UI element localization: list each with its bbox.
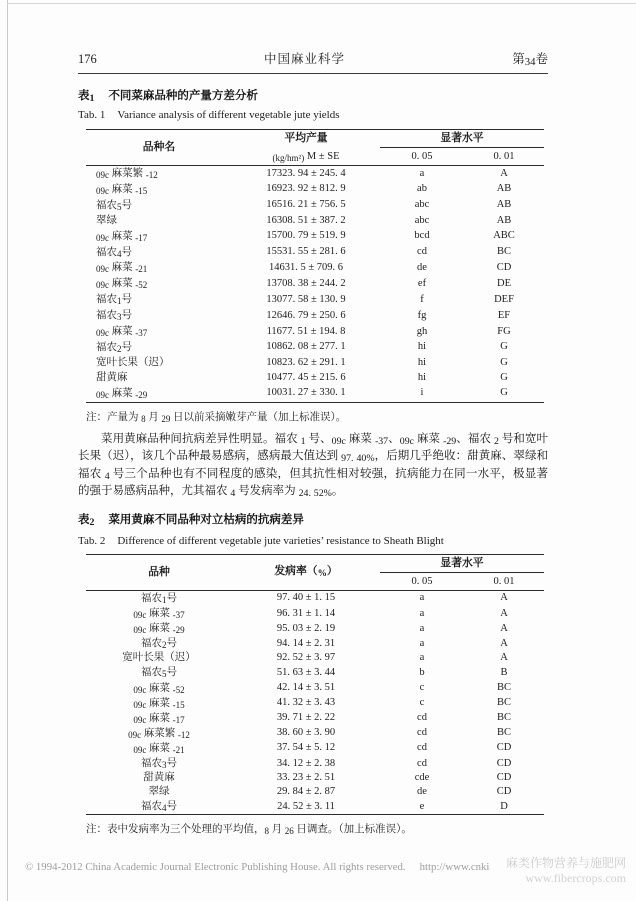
sig005-cell: ab: [417, 183, 427, 195]
sig001-cell: AB: [496, 214, 512, 226]
rate-cell: 37. 54 ± 5. 12: [276, 742, 336, 754]
table1-header: [86, 130, 544, 166]
sig005-cell: bcd: [414, 230, 430, 242]
sig001-cell: CD: [496, 757, 512, 769]
sig005-cell: b: [419, 666, 425, 678]
table1-caption-zh: [78, 87, 548, 103]
table-row: [86, 621, 544, 636]
sig005-cell: hi: [417, 356, 427, 368]
table-row: [86, 292, 544, 308]
table1-caption-zh-label: 表1: [78, 90, 95, 104]
table-row: [86, 741, 544, 756]
variety-cell: 翠绿: [96, 214, 117, 226]
table-row: [86, 324, 544, 340]
table-row: [86, 785, 544, 799]
yield-cell: 12646. 79 ± 250. 6: [266, 309, 346, 321]
table-row: [86, 590, 544, 606]
sig001-cell: DEF: [494, 293, 514, 305]
yield-cell: 15531. 55 ± 281. 6: [266, 246, 346, 258]
variety-cell: 09c 麻菜 -37: [133, 608, 185, 621]
sig005-cell: ef: [417, 277, 427, 289]
sig001-cell: BC: [496, 246, 511, 258]
variety-cell: 09c 麻菜 -15: [133, 697, 185, 710]
yield-cell: 10823. 62 ± 291. 1: [266, 356, 346, 368]
sig001-cell: A: [500, 592, 508, 604]
variety-cell: 宽叶长果（迟）: [96, 356, 170, 368]
table2-caption-en-title: Difference of different vegetable jute varieties’ resistance to Sheath Blight: [117, 534, 444, 547]
variety-cell: 福农3号: [140, 758, 177, 770]
variety-cell: 翠绿: [148, 786, 170, 798]
table1-variance-analysis: [86, 129, 544, 403]
sig001-cell: A: [500, 622, 508, 634]
sig001-cell: A: [500, 167, 508, 179]
sig001-cell: G: [500, 356, 508, 368]
sig001-cell: A: [500, 652, 508, 664]
table-row: [86, 696, 544, 711]
variety-cell: 福农3号: [96, 310, 133, 323]
sig005-cell: abc: [414, 214, 430, 226]
sig001-cell: A: [500, 637, 508, 649]
table1-caption-en-title: Variance analysis of different vegetable jute yields: [117, 109, 340, 121]
sig001-cell: BC: [496, 712, 511, 724]
sig005-cell: abc: [414, 199, 430, 211]
rate-cell: 96. 31 ± 1. 14: [276, 607, 336, 619]
sig005-cell: cd: [417, 757, 427, 769]
footer-url: http://www.cnki: [419, 861, 490, 873]
table2-caption-en-label: Tab. 2: [78, 534, 106, 547]
table1-body: [86, 166, 544, 403]
table2-caption-zh: [78, 511, 548, 527]
variety-cell: 09c 麻菜 -52: [96, 278, 148, 291]
sig001-cell: BC: [496, 697, 511, 709]
table1-col-p005: 0. 05: [411, 151, 433, 162]
variety-cell: 09c 麻菜 -17: [133, 712, 185, 725]
sig005-cell: a: [419, 167, 425, 179]
variety-cell: 福农5号: [140, 667, 177, 680]
sig001-cell: BC: [496, 682, 511, 694]
yield-cell: 16308. 51 ± 387. 2: [266, 214, 346, 226]
sig005-cell: c: [419, 682, 425, 694]
body-paragraph: 菜用黄麻品种间抗病差异性明显。福农 1 号、09c 麻菜 -37、09c 麻菜 -29、福农 2 号和宽叶长果（迟），该几个品种最易感病，感病最大值达到 97. 40%，后期几乎绝收：甜黄麻、翠绿和福农 4 号三个品种也有不同程度的感染，但其抗性相对较强，抗病能力在同一水平，极显著的强于易感病品种，尤其福农 4 号发病率为 24. 52%。: [78, 432, 549, 500]
sig001-cell: B: [500, 666, 508, 678]
yield-cell: 10862. 08 ± 277. 1: [266, 341, 346, 353]
table2-header: [86, 554, 544, 590]
variety-cell: 09c 麻菜繁 -12: [128, 727, 190, 740]
sig005-cell: cd: [417, 712, 427, 724]
sig005-cell: hi: [417, 341, 427, 353]
variety-cell: 09c 麻菜 -21: [133, 742, 185, 755]
variety-cell: 09c 麻菜 -15: [96, 183, 148, 196]
variety-cell: 福农2号: [96, 341, 133, 354]
table-row: [86, 711, 544, 726]
sig001-cell: G: [500, 387, 508, 399]
table-row: [86, 771, 544, 785]
sig001-cell: EF: [497, 309, 511, 321]
running-head: [78, 0, 548, 74]
variety-cell: 09c 麻菜繁 -12: [96, 168, 158, 180]
variety-cell: 宽叶长果（迟）: [122, 652, 196, 664]
sig001-cell: CD: [496, 742, 512, 754]
sig001-cell: DE: [497, 277, 511, 289]
table1-col-variety: 品种名: [142, 141, 176, 153]
table2-col-variety: 品种: [148, 565, 170, 578]
table2-col-rate: 发病率（%）: [274, 565, 338, 580]
table-row: [86, 229, 544, 245]
rate-cell: 24. 52 ± 3. 11: [277, 800, 335, 812]
table-row: [86, 756, 544, 771]
sig005-cell: i: [420, 387, 424, 399]
sig005-cell: f: [420, 293, 424, 305]
watermark: [506, 856, 626, 885]
variety-cell: 09c 麻菜 -17: [96, 230, 148, 243]
rate-cell: 97. 40 ± 1. 15: [276, 592, 336, 604]
sig001-cell: D: [500, 800, 508, 812]
table-row: [86, 726, 544, 741]
table1-col-significance: 显著水平: [380, 130, 544, 148]
table2-body: [86, 590, 544, 814]
yield-cell: 16923. 92 ± 812. 9: [266, 183, 346, 195]
table1-caption-en: [78, 109, 548, 121]
rate-cell: 51. 63 ± 3. 44: [276, 666, 336, 678]
sig001-cell: ABC: [493, 230, 515, 242]
sig001-cell: A: [500, 607, 508, 619]
variety-cell: 福农4号: [96, 246, 133, 259]
table-row: [86, 681, 544, 696]
sig001-cell: CD: [496, 786, 512, 798]
sig001-cell: G: [500, 341, 508, 353]
table-row: [86, 799, 544, 815]
sig005-cell: a: [419, 652, 425, 664]
yield-cell: 13077. 58 ± 130. 9: [266, 293, 346, 305]
rate-cell: 41. 32 ± 3. 43: [276, 697, 336, 709]
table1-col-p001: 0. 01: [493, 151, 515, 162]
table-row: [86, 371, 544, 386]
rate-cell: 42. 14 ± 3. 51: [276, 682, 336, 694]
yield-cell: 14631. 5 ± 709. 6: [268, 261, 343, 273]
yield-cell: 10477. 45 ± 215. 6: [266, 371, 346, 383]
volume-label: 第34卷: [512, 52, 548, 68]
yield-cell: 15700. 79 ± 519. 9: [266, 230, 346, 242]
sig005-cell: hi: [417, 371, 427, 383]
rate-cell: 38. 60 ± 3. 90: [276, 727, 336, 739]
sig005-cell: cd: [417, 727, 427, 739]
table-row: [86, 340, 544, 356]
table2-disease-resistance: [86, 554, 544, 815]
scan-edge-left: [7, 0, 8, 901]
table2-col-significance: 显著水平: [380, 554, 544, 572]
variety-cell: 福农5号: [96, 199, 133, 212]
sig005-cell: fg: [417, 309, 427, 321]
yield-cell: 16516. 21 ± 756. 5: [266, 199, 346, 211]
sig001-cell: CD: [496, 772, 512, 784]
sig005-cell: a: [419, 592, 425, 604]
sig005-cell: cde: [414, 772, 430, 784]
variety-cell: 甜黄麻: [96, 371, 128, 383]
sig005-cell: de: [417, 261, 427, 273]
table-row: [86, 260, 544, 276]
table2-caption-en: [78, 535, 548, 547]
sig001-cell: FG: [497, 325, 511, 337]
variety-cell: 福农1号: [140, 592, 177, 605]
variety-cell: 09c 麻菜 -21: [96, 262, 148, 275]
yield-cell: 10031. 27 ± 330. 1: [266, 387, 346, 399]
sig001-cell: AB: [496, 183, 512, 195]
sig005-cell: a: [419, 622, 425, 634]
sig005-cell: cd: [417, 246, 427, 258]
rate-cell: 95. 03 ± 2. 19: [276, 622, 336, 634]
table2-col-p005: 0. 05: [411, 575, 433, 587]
sig001-cell: CD: [496, 261, 512, 273]
table-row: [86, 651, 544, 665]
table2-caption-zh-label: 表2: [78, 513, 95, 528]
sig005-cell: e: [419, 800, 425, 812]
variety-cell: 09c 麻菜 -52: [133, 682, 185, 695]
rate-cell: 94. 14 ± 2. 31: [276, 637, 336, 649]
rate-cell: 33. 23 ± 2. 51: [276, 772, 336, 784]
sig005-cell: cd: [417, 742, 427, 754]
sig005-cell: gh: [416, 325, 428, 337]
variety-cell: 甜黄麻: [143, 772, 175, 784]
table1-caption-zh-title: 不同菜麻品种的产量方差分析: [108, 90, 258, 102]
yield-cell: 17323. 94 ± 245. 4: [266, 167, 346, 179]
table-row: [86, 182, 544, 198]
watermark-site-url: www.fibercrops.com: [525, 870, 626, 885]
copyright-text: © 1994-2012 China Academic Journal Electronic Publishing House. All rights reserved.: [25, 861, 406, 873]
table-row: [86, 214, 544, 229]
rate-cell: 39. 71 ± 2. 22: [276, 712, 336, 724]
table-row: [86, 606, 544, 621]
variety-cell: 09c 麻菜 -37: [96, 326, 148, 339]
variety-cell: 福农4号: [140, 801, 177, 814]
table-row: [86, 665, 544, 680]
sig001-cell: AB: [496, 199, 512, 211]
table2-caption-zh-title: 菜用黄麻不同品种对立枯病的抗病差异: [108, 513, 304, 526]
table-row: [86, 276, 544, 292]
yield-cell: 11677. 51 ± 194. 8: [266, 325, 346, 337]
journal-title: 中国麻业科学: [263, 52, 345, 66]
variety-cell: 09c 麻菜 -29: [96, 387, 148, 400]
table-row: [86, 198, 544, 214]
sig005-cell: c: [419, 697, 425, 709]
table-row: [86, 166, 544, 182]
table1-note: 注：产量为 8 月 29 日以前采摘嫩芽产量（加上标准误）。: [86, 411, 347, 424]
variety-cell: 09c 麻菜 -29: [133, 623, 185, 636]
sig001-cell: G: [500, 371, 508, 383]
table-row: [86, 245, 544, 261]
sig005-cell: a: [419, 607, 425, 619]
table2-note: 注：表中发病率为三个处理的平均值，8 月 26 日调查。（加上标准误）。: [86, 824, 412, 837]
table-row: [86, 636, 544, 651]
watermark-site-name: 麻类作物营养与施肥网: [505, 856, 626, 870]
variety-cell: 福农2号: [140, 638, 177, 651]
variety-cell: 福农1号: [96, 294, 133, 307]
table1-caption-en-label: Tab. 1: [78, 109, 106, 121]
page-number: 176: [78, 52, 97, 66]
table-row: [86, 386, 544, 402]
rate-cell: 29. 84 ± 2. 87: [276, 786, 336, 798]
table1-col-yield-unit: (kg/hm²) M ± SE: [272, 150, 340, 163]
rate-cell: 34. 12 ± 2. 38: [276, 757, 336, 769]
sig005-cell: de: [417, 786, 427, 798]
yield-cell: 13708. 38 ± 244. 2: [266, 277, 346, 289]
sig005-cell: a: [419, 637, 425, 649]
table1-col-yield: 平均产量: [284, 132, 328, 145]
sig001-cell: BC: [496, 727, 511, 739]
table2-col-p001: 0. 01: [493, 575, 515, 587]
table-row: [86, 356, 544, 371]
rate-cell: 92. 52 ± 3. 97: [276, 652, 336, 664]
table-row: [86, 308, 544, 324]
